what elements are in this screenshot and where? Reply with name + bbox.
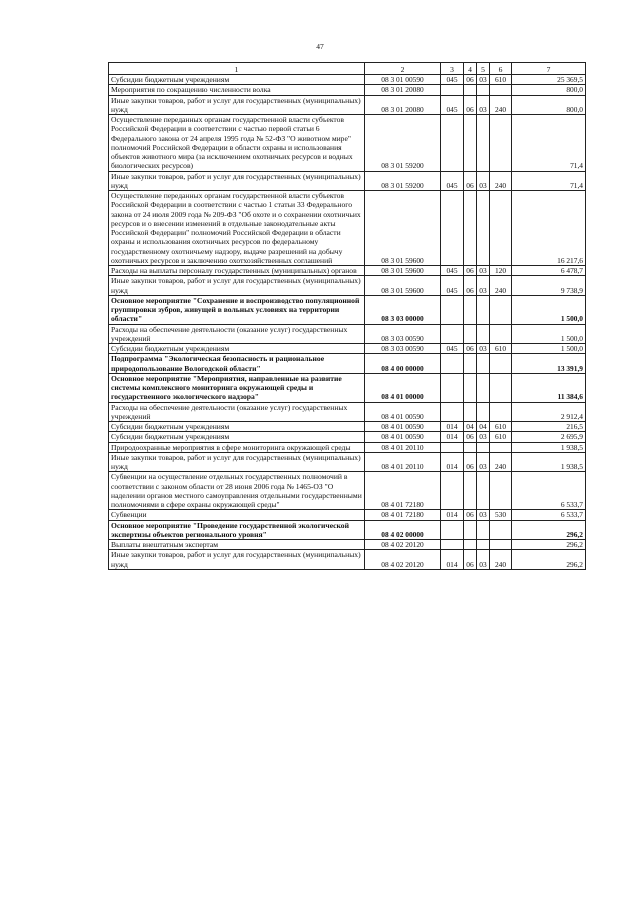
table-row [109,191,586,266]
row-subsection-cell [477,442,490,452]
row-amount-cell: 71,4 [512,171,586,191]
row-section-cell: 06 [464,95,477,115]
row-name-cell: Выплаты внештатным экспертам [109,540,365,550]
table-row [109,550,586,570]
row-amount-cell: 1 500,0 [512,344,586,354]
row-section-cell: 06 [464,344,477,354]
row-expense-type-cell [490,115,512,172]
row-code-cell: 08 3 03 00590 [365,324,441,344]
row-subsection-cell: 03 [477,276,490,296]
table-row [109,540,586,550]
row-subsection-cell: 03 [477,452,490,472]
row-section-cell [464,191,477,266]
row-section-cell [464,402,477,422]
table-row [109,85,586,95]
row-amount-cell: 13 391,9 [512,354,586,374]
row-name-cell: Основное мероприятие "Проведение государственной экологической экспертизы объектов регионального уровня" [109,520,365,540]
row-subsection-cell [477,540,490,550]
row-section-cell [464,373,477,402]
row-expense-type-cell: 240 [490,276,512,296]
row-section-cell [464,295,477,324]
row-expense-type-cell: 610 [490,344,512,354]
table-row [109,452,586,472]
row-ministry-cell: 014 [441,422,464,432]
row-code-cell: 08 4 01 00590 [365,402,441,422]
row-ministry-cell [441,191,464,266]
row-subsection-cell [477,402,490,422]
table-body [109,75,586,570]
table-row [109,373,586,402]
row-amount-cell: 1 500,0 [512,295,586,324]
table-row [109,171,586,191]
table-row [109,344,586,354]
row-subsection-cell: 03 [477,432,490,442]
row-ministry-cell: 045 [441,75,464,85]
row-ministry-cell [441,354,464,374]
row-name-cell: Природоохранные мероприятия в сфере мониторинга окружающей среды [109,442,365,452]
column-header-7: 7 [512,63,586,75]
column-header-5: 5 [477,63,490,75]
row-ministry-cell: 014 [441,452,464,472]
row-section-cell: 06 [464,276,477,296]
row-subsection-cell: 04 [477,422,490,432]
row-ministry-cell [441,324,464,344]
column-header-4: 4 [464,63,477,75]
row-code-cell: 08 3 01 20080 [365,95,441,115]
row-name-cell: Основное мероприятие "Мероприятия, направленные на развитие системы комплексного мониторинга окружающей среды и государственного экологического надзора" [109,373,365,402]
row-amount-cell: 1 500,0 [512,324,586,344]
row-section-cell: 06 [464,75,477,85]
row-amount-cell: 6 533,7 [512,472,586,510]
row-code-cell: 08 4 01 00590 [365,432,441,442]
row-section-cell [464,472,477,510]
row-code-cell: 08 4 01 00590 [365,422,441,432]
row-name-cell: Субвенции [109,510,365,520]
table-row [109,442,586,452]
table-header-row [109,63,586,75]
row-name-cell: Расходы на обеспечение деятельности (оказание услуг) государственных учреждений [109,324,365,344]
row-section-cell: 06 [464,432,477,442]
row-amount-cell: 16 217,6 [512,191,586,266]
table-row [109,115,586,172]
row-name-cell: Осуществление переданных органам государственной власти субъектов Российской Федерации в соответствии с частью первой статьи 6 Федерального закона от 24 апреля 1995 года № 52-ФЗ "О животном мире" полномочий Российской Федерации в области охраны и использования объектов животного мира (за исключением охотничьих ресурсов и водных биологических ресурсов) [109,115,365,172]
row-ministry-cell [441,115,464,172]
row-name-cell: Иные закупки товаров, работ и услуг для государственных (муниципальных) нужд [109,171,365,191]
row-code-cell: 08 3 01 59600 [365,191,441,266]
table-row [109,95,586,115]
row-amount-cell: 800,0 [512,85,586,95]
row-amount-cell: 71,4 [512,115,586,172]
row-amount-cell: 25 369,5 [512,75,586,85]
row-subsection-cell [477,191,490,266]
row-ministry-cell: 045 [441,95,464,115]
table-row [109,266,586,276]
row-code-cell: 08 3 01 20080 [365,85,441,95]
row-section-cell [464,520,477,540]
row-code-cell: 08 3 03 00000 [365,295,441,324]
row-expense-type-cell: 530 [490,510,512,520]
row-ministry-cell [441,442,464,452]
row-code-cell: 08 3 01 59600 [365,276,441,296]
row-section-cell [464,324,477,344]
row-subsection-cell: 03 [477,550,490,570]
row-ministry-cell [441,402,464,422]
page-number: 47 [316,42,324,51]
table-row [109,422,586,432]
row-name-cell: Расходы на обеспечение деятельности (оказание услуг) государственных учреждений [109,402,365,422]
row-amount-cell: 6 533,7 [512,510,586,520]
row-expense-type-cell [490,472,512,510]
row-expense-type-cell [490,295,512,324]
row-amount-cell: 216,5 [512,422,586,432]
table-row [109,276,586,296]
table-row [109,472,586,510]
row-expense-type-cell [490,520,512,540]
row-code-cell: 08 3 03 00590 [365,344,441,354]
row-subsection-cell: 03 [477,344,490,354]
row-expense-type-cell [490,442,512,452]
row-name-cell: Иные закупки товаров, работ и услуг для государственных (муниципальных) нужд [109,452,365,472]
row-section-cell [464,442,477,452]
table-row [109,75,586,85]
row-amount-cell: 11 384,6 [512,373,586,402]
row-expense-type-cell: 610 [490,422,512,432]
row-ministry-cell [441,373,464,402]
row-code-cell: 08 4 01 72180 [365,472,441,510]
row-amount-cell: 800,0 [512,95,586,115]
table-row [109,324,586,344]
row-name-cell: Иные закупки товаров, работ и услуг для государственных (муниципальных) нужд [109,276,365,296]
row-name-cell: Подпрограмма "Экологическая безопасность и рациональное природопользование Вологодской области" [109,354,365,374]
row-name-cell: Субвенции на осуществление отдельных государственных полномочий в соответствии с законом области от 28 июня 2006 года № 1465-ОЗ "О наделении органов местного самоуправления отдельными государственными полномочиями в сфере охраны окружающей среды" [109,472,365,510]
row-name-cell: Осуществление переданных органам государственной власти субъектов Российской Федерации в соответствии с частью 1 статьи 33 Федерального закона от 24 июля 2009 года № 209-ФЗ "Об охоте и о сохранении охотничьих ресурсов и о внесении изменений в отдельные законодательные акты Российской Федерации" полномочий Российской Федерации в области охраны и использования охотничьих ресурсов по федеральному государственному охотничьему надзору, выдаче разрешений на добычу охотничьих ресурсов и заключению охотхозяйственных соглашений [109,191,365,266]
row-ministry-cell: 045 [441,344,464,354]
row-code-cell: 08 3 01 59200 [365,115,441,172]
row-section-cell: 06 [464,510,477,520]
row-subsection-cell [477,324,490,344]
row-amount-cell: 296,2 [512,550,586,570]
row-ministry-cell [441,540,464,550]
row-name-cell: Иные закупки товаров, работ и услуг для государственных (муниципальных) нужд [109,550,365,570]
row-ministry-cell: 014 [441,550,464,570]
row-code-cell: 08 4 02 20120 [365,550,441,570]
row-ministry-cell: 045 [441,171,464,191]
row-name-cell: Мероприятия по сокращению численности волка [109,85,365,95]
row-ministry-cell: 045 [441,266,464,276]
row-name-cell: Субсидии бюджетным учреждениям [109,75,365,85]
row-expense-type-cell [490,191,512,266]
column-header-3: 3 [441,63,464,75]
row-amount-cell: 2 912,4 [512,402,586,422]
row-code-cell: 08 3 01 59600 [365,266,441,276]
row-code-cell: 08 4 02 00000 [365,520,441,540]
row-expense-type-cell: 240 [490,550,512,570]
row-section-cell [464,354,477,374]
row-subsection-cell [477,472,490,510]
row-subsection-cell: 03 [477,171,490,191]
row-section-cell: 04 [464,422,477,432]
row-expense-type-cell: 240 [490,452,512,472]
row-subsection-cell: 03 [477,510,490,520]
row-code-cell: 08 4 00 00000 [365,354,441,374]
budget-table [108,62,586,570]
row-section-cell: 06 [464,452,477,472]
row-name-cell: Основное мероприятие "Сохранение и воспроизводство популяционной группировки зубров, живущей в вольных условиях на территории области" [109,295,365,324]
table-row [109,520,586,540]
row-code-cell: 08 3 01 00590 [365,75,441,85]
row-expense-type-cell: 240 [490,95,512,115]
table-row [109,295,586,324]
row-ministry-cell [441,520,464,540]
row-ministry-cell [441,472,464,510]
row-expense-type-cell [490,540,512,550]
row-subsection-cell: 03 [477,95,490,115]
row-code-cell: 08 4 01 00000 [365,373,441,402]
row-subsection-cell: 03 [477,266,490,276]
row-section-cell: 06 [464,171,477,191]
row-amount-cell: 9 738,9 [512,276,586,296]
column-header-2: 2 [365,63,441,75]
row-expense-type-cell: 120 [490,266,512,276]
row-subsection-cell: 03 [477,75,490,85]
row-name-cell: Субсидии бюджетным учреждениям [109,344,365,354]
table-row [109,402,586,422]
row-expense-type-cell: 240 [490,171,512,191]
column-header-6: 6 [490,63,512,75]
row-section-cell [464,85,477,95]
column-header-1: 1 [109,63,365,75]
table-row [109,432,586,442]
row-code-cell: 08 4 01 72180 [365,510,441,520]
row-expense-type-cell [490,373,512,402]
row-section-cell [464,540,477,550]
row-amount-cell: 1 938,5 [512,442,586,452]
row-name-cell: Субсидии бюджетным учреждениям [109,432,365,442]
row-expense-type-cell [490,324,512,344]
row-expense-type-cell: 610 [490,432,512,442]
row-subsection-cell [477,85,490,95]
table-row [109,510,586,520]
row-expense-type-cell [490,354,512,374]
row-code-cell: 08 4 01 20110 [365,442,441,452]
row-amount-cell: 296,2 [512,540,586,550]
row-name-cell: Расходы на выплаты персоналу государственных (муниципальных) органов [109,266,365,276]
row-code-cell: 08 4 02 20120 [365,540,441,550]
row-amount-cell: 6 478,7 [512,266,586,276]
row-amount-cell: 1 938,5 [512,452,586,472]
row-name-cell: Субсидии бюджетным учреждениям [109,422,365,432]
row-code-cell: 08 3 01 59200 [365,171,441,191]
row-section-cell: 06 [464,550,477,570]
row-ministry-cell [441,85,464,95]
row-subsection-cell [477,115,490,172]
row-subsection-cell [477,354,490,374]
row-ministry-cell: 045 [441,276,464,296]
row-expense-type-cell [490,85,512,95]
row-amount-cell: 2 695,9 [512,432,586,442]
row-subsection-cell [477,520,490,540]
row-expense-type-cell [490,402,512,422]
row-name-cell: Иные закупки товаров, работ и услуг для государственных (муниципальных) нужд [109,95,365,115]
row-ministry-cell: 014 [441,432,464,442]
table-row [109,354,586,374]
row-ministry-cell [441,295,464,324]
row-section-cell [464,115,477,172]
row-section-cell: 06 [464,266,477,276]
row-subsection-cell [477,295,490,324]
row-ministry-cell: 014 [441,510,464,520]
row-amount-cell: 296,2 [512,520,586,540]
row-expense-type-cell: 610 [490,75,512,85]
row-code-cell: 08 4 01 20110 [365,452,441,472]
row-subsection-cell [477,373,490,402]
